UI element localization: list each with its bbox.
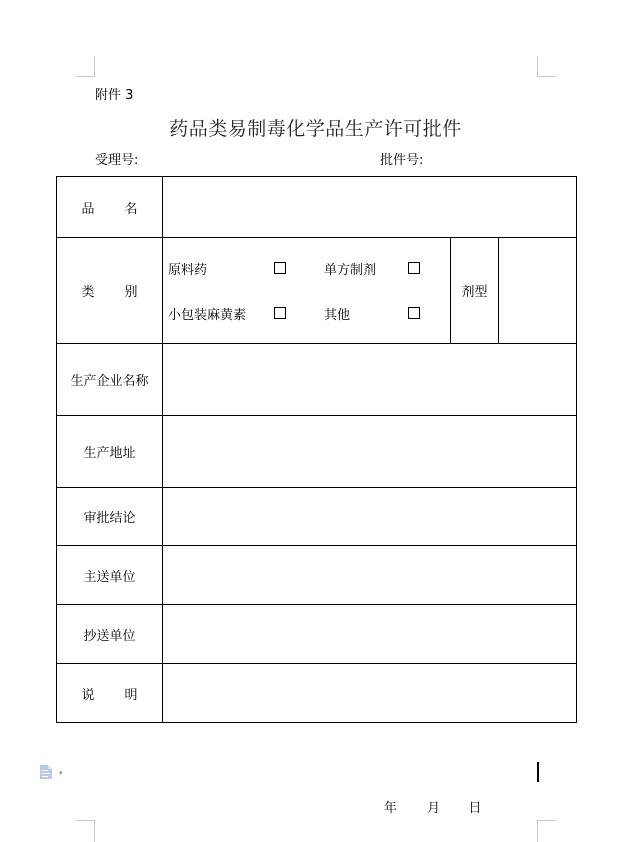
crop-mark-bottom-left-h	[76, 820, 95, 821]
crop-mark-bottom-right-v	[537, 820, 538, 842]
label-part: 别	[124, 285, 138, 300]
option-small-pack-ephedrine-label: 小包装麻黄素	[168, 308, 247, 323]
manufacturer-name-field[interactable]	[163, 344, 577, 416]
table-row-main-recipient	[57, 546, 577, 605]
table-row-product-name	[57, 177, 577, 238]
production-address-field[interactable]	[163, 416, 577, 488]
product-name-label	[57, 177, 163, 238]
notes-label	[57, 664, 163, 723]
dosage-form-label: 剂型	[451, 238, 499, 344]
label-part: 名	[124, 201, 138, 217]
permit-form-table	[56, 176, 577, 723]
approval-conclusion-field[interactable]	[163, 488, 577, 546]
date-month: 月	[427, 801, 441, 816]
cc-recipient-field[interactable]	[163, 605, 577, 664]
approval-number-label: 批件号:	[380, 153, 424, 168]
table-row-cc-recipient	[57, 605, 577, 664]
approval-conclusion-label: 审批结论	[57, 488, 163, 546]
dosage-form-field[interactable]	[499, 238, 577, 344]
option-single-preparation-label: 单方制剂	[324, 263, 377, 278]
option-single-preparation-checkbox[interactable]	[408, 262, 420, 274]
crop-mark-top-left-h	[76, 76, 95, 77]
category-options	[163, 238, 451, 344]
option-small-pack-ephedrine-checkbox[interactable]	[274, 307, 286, 319]
product-name-field[interactable]	[163, 177, 577, 238]
crop-mark-top-right-h	[537, 76, 556, 77]
label-part: 类	[81, 285, 95, 300]
main-recipient-field[interactable]	[163, 546, 577, 605]
main-recipient-label: 主送单位	[57, 546, 163, 605]
label-part: 品	[81, 201, 95, 217]
table-row-manufacturer	[57, 344, 577, 416]
production-address-label: 生产地址	[57, 416, 163, 488]
option-raw-material-label: 原料药	[168, 263, 208, 278]
option-other-checkbox[interactable]	[408, 307, 420, 319]
table-row-address	[57, 416, 577, 488]
date-year: 年	[384, 801, 398, 816]
crop-mark-bottom-right-h	[537, 820, 556, 821]
crop-mark-top-left-v	[94, 57, 95, 77]
paste-options-icon[interactable]	[40, 764, 52, 777]
notes-field[interactable]	[163, 664, 577, 723]
crop-mark-top-right-v	[537, 57, 538, 77]
paste-options-dropdown-icon[interactable]: ▾	[59, 769, 63, 777]
document-title: 药品类易制毒化学品生产许可批件	[169, 118, 462, 140]
date-day: 日	[468, 801, 482, 816]
option-raw-material-checkbox[interactable]	[274, 262, 286, 274]
table-row-notes	[57, 664, 577, 723]
label-part: 明	[124, 687, 138, 703]
acceptance-number-label: 受理号:	[95, 153, 139, 168]
attachment-label: 附件 3	[95, 88, 134, 103]
cc-recipient-label: 抄送单位	[57, 605, 163, 664]
option-other-label: 其他	[324, 308, 351, 323]
date-line	[384, 797, 481, 816]
category-label	[57, 238, 163, 344]
table-row-conclusion	[57, 488, 577, 546]
crop-mark-bottom-left-v	[94, 820, 95, 842]
text-cursor	[537, 762, 539, 782]
table-row-category	[57, 238, 577, 344]
manufacturer-name-label: 生产企业名称	[57, 344, 163, 416]
label-part: 说	[81, 687, 95, 703]
